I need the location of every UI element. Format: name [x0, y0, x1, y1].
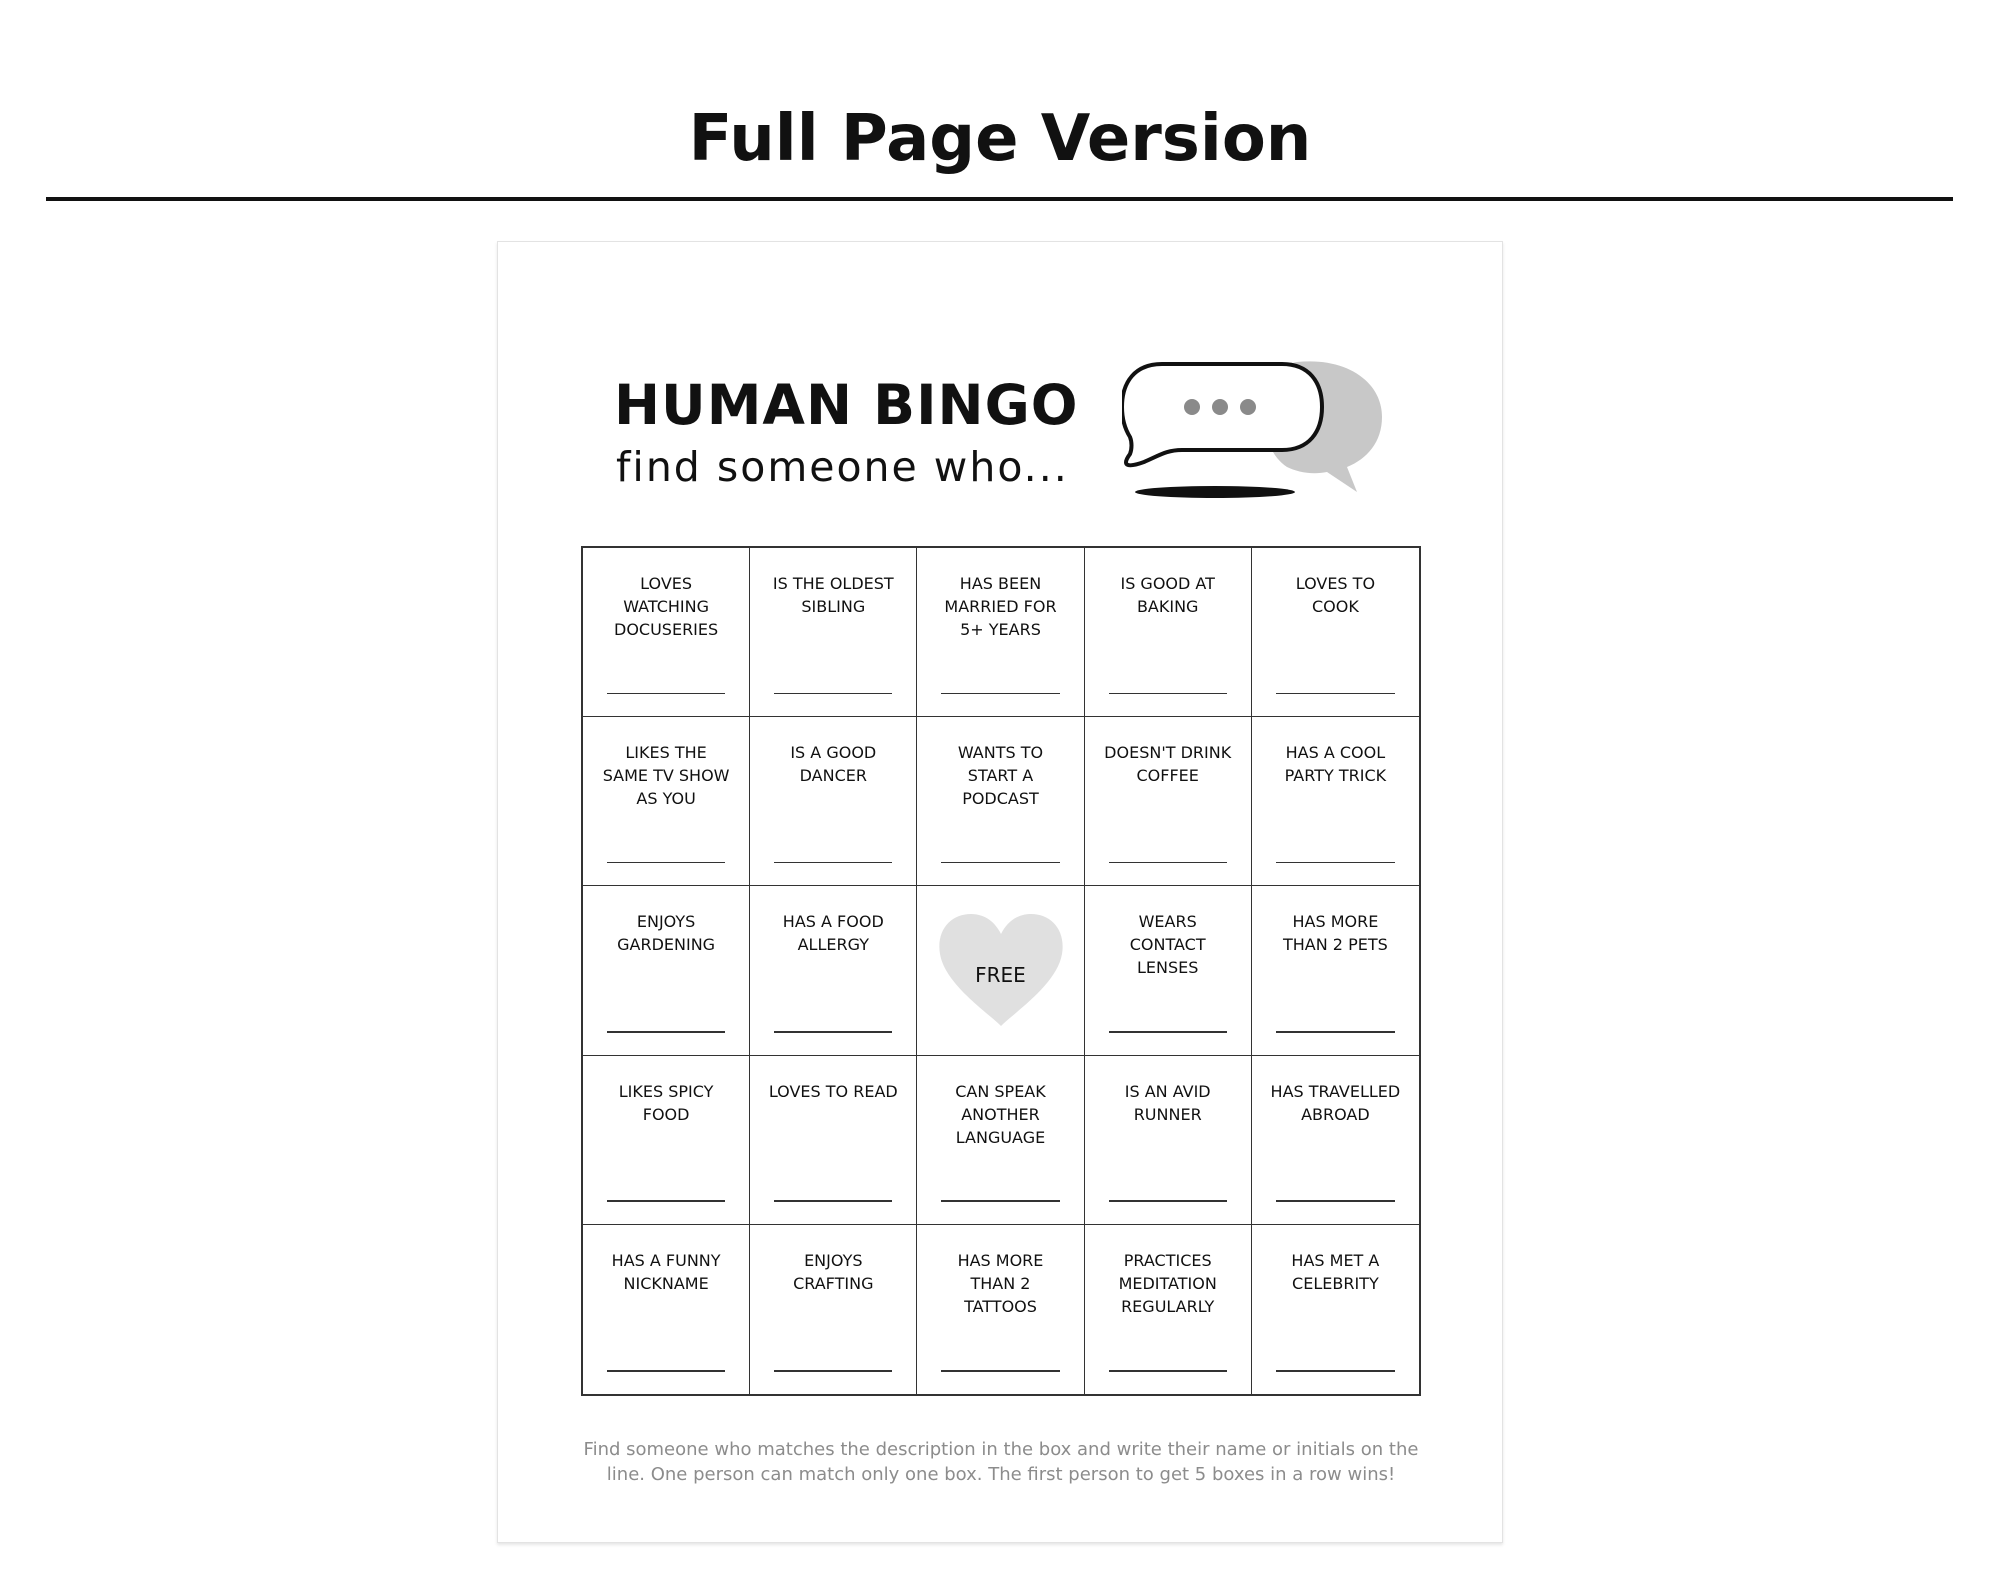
name-write-line[interactable]: [774, 862, 892, 864]
name-write-line[interactable]: [607, 693, 725, 695]
bingo-cell: [917, 548, 1084, 717]
bingo-cell-label: DOESN'T DRINK COFFEE: [1104, 743, 1232, 786]
bingo-cell-label: HAS MORE THAN 2 PETS: [1283, 912, 1388, 955]
bingo-cell-label: IS AN AVID RUNNER: [1124, 1081, 1211, 1124]
name-write-line[interactable]: [607, 862, 725, 864]
bingo-sheet: [497, 241, 1503, 1543]
bingo-cell-label: HAS A FUNNY NICKNAME: [611, 1250, 721, 1293]
name-write-line[interactable]: [1276, 1370, 1395, 1372]
name-write-line[interactable]: [941, 1370, 1059, 1372]
name-write-line[interactable]: [1109, 693, 1227, 695]
bingo-cell: [1252, 1225, 1419, 1394]
name-write-line[interactable]: [1109, 862, 1227, 864]
page-heading: Full Page Version: [688, 102, 1312, 176]
bingo-cell: [1085, 1225, 1252, 1394]
bingo-cell-label: HAS TRAVELLED ABROAD: [1270, 1081, 1401, 1124]
free-label: FREE: [975, 963, 1026, 988]
bingo-cell: [583, 1225, 750, 1394]
bingo-cell: [1085, 886, 1252, 1055]
bingo-cell-label: HAS MORE THAN 2 TATTOOS: [957, 1250, 1044, 1316]
bingo-cell-label: ENJOYS CRAFTING: [793, 1250, 874, 1293]
name-write-line[interactable]: [607, 1031, 725, 1033]
bingo-cell: [1252, 548, 1419, 717]
name-write-line[interactable]: [1276, 693, 1395, 695]
name-write-line[interactable]: [941, 693, 1059, 695]
name-write-line[interactable]: [774, 1200, 892, 1202]
bingo-cell-label: HAS MET A CELEBRITY: [1291, 1250, 1380, 1293]
name-write-line[interactable]: [774, 1031, 892, 1033]
bingo-cell-label: WEARS CONTACT LENSES: [1129, 912, 1206, 978]
name-write-line[interactable]: [1276, 1031, 1395, 1033]
bingo-cell: [583, 717, 750, 886]
bingo-cell-label: LOVES TO READ: [768, 1081, 898, 1101]
bingo-cell-label: HAS A COOL PARTY TRICK: [1284, 743, 1387, 786]
bingo-cell: [917, 1056, 1084, 1225]
bingo-subtitle: find someone who...: [616, 443, 1069, 491]
bingo-cell: [1085, 717, 1252, 886]
bingo-cell-label: ENJOYS GARDENING: [617, 912, 716, 955]
bingo-cell: [583, 1056, 750, 1225]
bingo-cell: [1252, 1056, 1419, 1225]
name-write-line[interactable]: [774, 1370, 892, 1372]
name-write-line[interactable]: [1109, 1200, 1227, 1202]
typing-dot: [1184, 399, 1200, 415]
bingo-cell: [583, 886, 750, 1055]
name-write-line[interactable]: [1109, 1031, 1227, 1033]
speech-bubbles-icon: [1122, 357, 1392, 507]
bingo-cell: [583, 548, 750, 717]
bingo-cell: [1252, 886, 1419, 1055]
bingo-cell: [1252, 717, 1419, 886]
bingo-cell-label: LIKES THE SAME TV SHOW AS YOU: [602, 743, 730, 809]
bingo-cell-label: PRACTICES MEDITATION REGULARLY: [1118, 1250, 1217, 1316]
bingo-cell: [750, 1225, 917, 1394]
name-write-line[interactable]: [1276, 862, 1395, 864]
bingo-cell-label: IS GOOD AT BAKING: [1120, 574, 1215, 616]
name-write-line[interactable]: [1276, 1200, 1395, 1202]
bubble-shadow: [1135, 486, 1295, 498]
bingo-cell: [750, 548, 917, 717]
heading-divider: [46, 197, 1953, 201]
bingo-title: HUMAN BINGO: [614, 373, 1079, 437]
name-write-line[interactable]: [607, 1370, 725, 1372]
bingo-cell: [917, 1225, 1084, 1394]
bingo-cell-label: LOVES TO COOK: [1295, 574, 1376, 616]
typing-dot: [1212, 399, 1228, 415]
bingo-cell: [917, 717, 1084, 886]
bingo-cell-label: HAS BEEN MARRIED FOR 5+ YEARS: [944, 574, 1057, 639]
name-write-line[interactable]: [607, 1200, 725, 1202]
name-write-line[interactable]: [774, 693, 892, 695]
instructions: Find someone who matches the description in the box and write their name or initials on the line. One person can match only one box. The first person to get 5 boxes in a row wins!: [583, 1439, 1419, 1485]
bingo-cell: [750, 1056, 917, 1225]
bingo-cell: [750, 717, 917, 886]
bingo-free-cell: [917, 886, 1084, 1055]
bingo-cell: [750, 886, 917, 1055]
typing-dot: [1240, 399, 1256, 415]
bingo-cell-label: IS A GOOD DANCER: [790, 743, 877, 786]
bingo-cell: [1085, 1056, 1252, 1225]
bingo-cell-label: CAN SPEAK ANOTHER LANGUAGE: [955, 1081, 1046, 1147]
name-write-line[interactable]: [941, 1200, 1059, 1202]
bingo-cell-label: LOVES WATCHING DOCUSERIES: [614, 574, 719, 639]
bingo-cell-label: IS THE OLDEST SIBLING: [772, 574, 894, 616]
bingo-cell: [1085, 548, 1252, 717]
bingo-cell-label: HAS A FOOD ALLERGY: [782, 912, 884, 955]
name-write-line[interactable]: [1109, 1370, 1227, 1372]
name-write-line[interactable]: [941, 862, 1059, 864]
bingo-cell-label: WANTS TO START A PODCAST: [957, 743, 1044, 809]
bingo-cell-label: LIKES SPICY FOOD: [618, 1081, 714, 1124]
bingo-grid: [581, 546, 1421, 1396]
